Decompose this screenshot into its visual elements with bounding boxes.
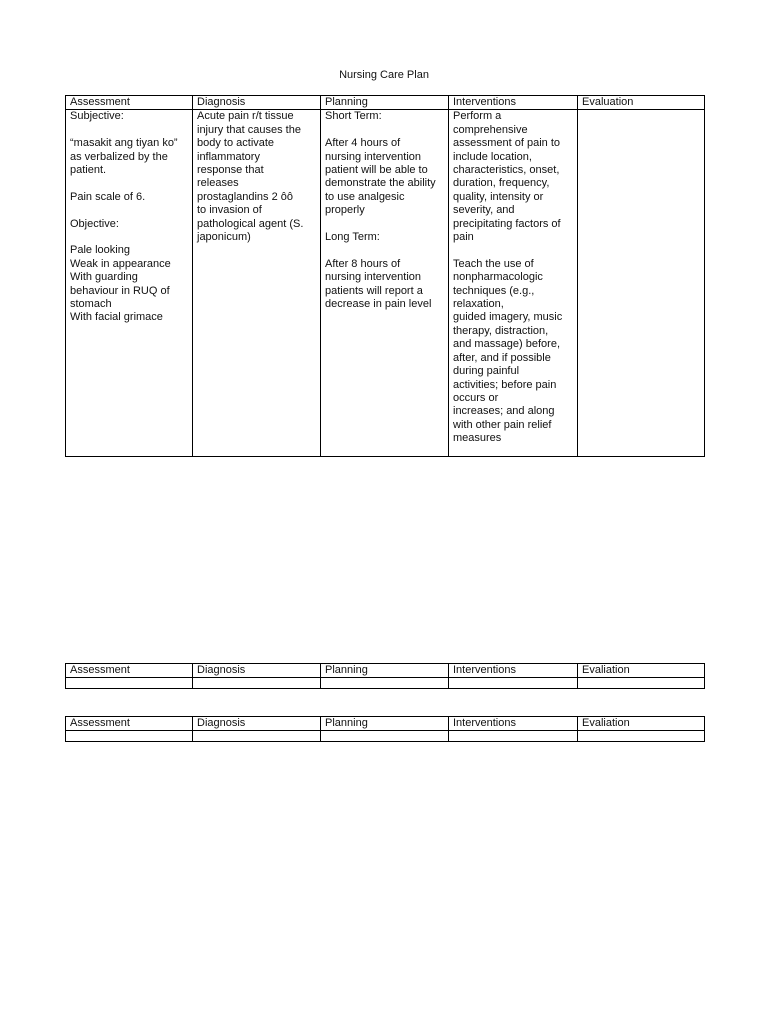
short-term-label: Short Term: [325, 110, 382, 123]
intervention-line: severity, and [453, 204, 515, 217]
header-row [66, 664, 705, 678]
page-title: Nursing Care Plan [339, 69, 429, 81]
header-row [66, 717, 705, 731]
intervention-line: occurs or [453, 391, 499, 404]
objective-label: Objective: [70, 217, 119, 230]
intervention-line: include location, [453, 150, 532, 163]
header-interventions: Interventions [449, 96, 578, 110]
objective-line: Weak in appearance [70, 257, 171, 270]
long-term-line: decrease in pain level [325, 298, 432, 311]
short-term-line: demonstrate the ability [325, 177, 436, 190]
subjective-label: Subjective: [70, 110, 124, 123]
intervention-line: techniques (e.g., [453, 284, 535, 297]
empty-cell [449, 678, 578, 689]
intervention-line: measures [453, 432, 502, 445]
intervention-line: comprehensive [453, 123, 528, 136]
long-term-line: patients will report a [325, 284, 423, 297]
patient-quote-line: patient. [70, 164, 107, 177]
diagnosis-line: releases [197, 177, 239, 190]
header-assessment: Assessment [66, 96, 193, 110]
long-term-line: nursing intervention [325, 271, 422, 284]
header-evaluation: Evaliation [578, 664, 705, 678]
blank-care-plan-table [65, 716, 705, 742]
empty-cell [578, 731, 705, 742]
blank-care-plan-table [65, 663, 705, 689]
diagnosis-cell [193, 110, 321, 457]
diagnosis-line: injury that causes the [197, 123, 301, 136]
header-row [66, 96, 705, 110]
intervention-line: characteristics, onset, [453, 164, 560, 177]
intervention-line: pain [453, 231, 474, 244]
patient-quote-line: “masakit ang tiyan ko” [70, 137, 178, 150]
empty-cell [321, 678, 449, 689]
header-planning: Planning [321, 96, 449, 110]
intervention-line: quality, intensity or [453, 190, 544, 203]
empty-cell [66, 731, 193, 742]
short-term-line: After 4 hours of [325, 137, 401, 150]
intervention-line: nonpharmacologic [453, 271, 543, 284]
short-term-line: nursing intervention [325, 150, 422, 163]
intervention-line: guided imagery, music [453, 311, 563, 324]
empty-cell [66, 678, 193, 689]
care-plan-table [65, 95, 705, 457]
header-assessment: Assessment [66, 664, 193, 678]
empty-cell [578, 678, 705, 689]
intervention-line: Teach the use of [453, 257, 534, 270]
empty-cell [321, 731, 449, 742]
objective-line: Pale looking [70, 244, 130, 257]
header-interventions: Interventions [449, 664, 578, 678]
diagnosis-line: prostaglandins 2 ôô [197, 190, 294, 203]
planning-cell [321, 110, 449, 457]
diagnosis-line: inflammatory [197, 150, 260, 163]
diagnosis-line: Acute pain r/t tissue [197, 110, 294, 123]
table-row [66, 678, 705, 689]
intervention-line: relaxation, [453, 298, 504, 311]
objective-line: stomach [70, 298, 112, 311]
intervention-line: increases; and along [453, 405, 555, 418]
evaluation-cell [578, 110, 705, 457]
objective-line: With guarding [70, 271, 138, 284]
intervention-line: activities; before pain [453, 378, 557, 391]
diagnosis-line: response that [197, 164, 264, 177]
empty-cell [193, 678, 321, 689]
header-planning: Planning [321, 717, 449, 731]
header-diagnosis: Diagnosis [193, 664, 321, 678]
header-diagnosis: Diagnosis [193, 717, 321, 731]
patient-quote-line: as verbalized by the [70, 150, 168, 163]
intervention-line: Perform a [453, 110, 502, 123]
assessment-cell [66, 110, 193, 457]
intervention-line: during painful [453, 365, 520, 378]
long-term-label: Long Term: [325, 231, 380, 244]
header-interventions: Interventions [449, 717, 578, 731]
diagnosis-line: pathological agent (S. [197, 217, 304, 230]
objective-line: behaviour in RUQ of [70, 284, 170, 297]
header-diagnosis: Diagnosis [193, 96, 321, 110]
header-planning: Planning [321, 664, 449, 678]
header-evaluation: Evaluation [578, 96, 705, 110]
short-term-line: patient will be able to [325, 164, 428, 177]
diagnosis-line: to invasion of [197, 204, 262, 217]
header-assessment: Assessment [66, 717, 193, 731]
short-term-line: properly [325, 204, 365, 217]
empty-cell [193, 731, 321, 742]
intervention-line: and massage) before, [453, 338, 561, 351]
intervention-line: with other pain relief [453, 418, 552, 431]
diagnosis-line: body to activate [197, 137, 275, 150]
empty-cell [449, 731, 578, 742]
diagnosis-line: japonicum) [197, 231, 251, 244]
intervention-line: therapy, distraction, [453, 324, 549, 337]
table-row [66, 110, 705, 457]
short-term-line: to use analgesic [325, 190, 405, 203]
long-term-line: After 8 hours of [325, 257, 401, 270]
header-evaluation: Evaliation [578, 717, 705, 731]
intervention-line: duration, frequency, [453, 177, 550, 190]
objective-line: With facial grimace [70, 311, 163, 324]
intervention-line: precipitating factors of [453, 217, 561, 230]
table-row [66, 731, 705, 742]
interventions-cell [449, 110, 578, 457]
pain-scale: Pain scale of 6. [70, 190, 146, 203]
intervention-line: after, and if possible [453, 351, 551, 364]
intervention-line: assessment of pain to [453, 137, 561, 150]
